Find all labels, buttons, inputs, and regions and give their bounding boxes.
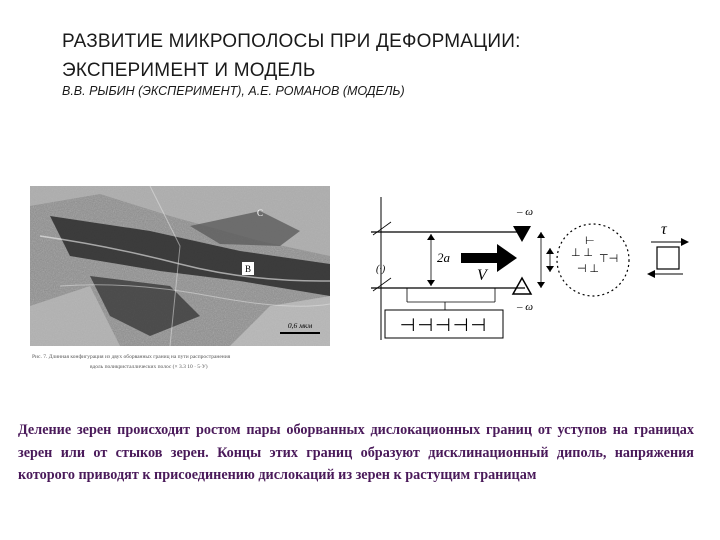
stress-label: τ	[661, 221, 667, 238]
svg-text:⊣ ⊥: ⊣ ⊥	[577, 263, 599, 275]
micrograph-image	[30, 186, 330, 374]
dislocation-row: ⊣⊣⊣⊣⊣	[399, 315, 489, 335]
angle-label: (·)	[376, 264, 386, 275]
figure-caption-line-2: вдоль поликристаллических полос (× 3.3 10 · 5·У)	[90, 364, 208, 370]
figure-caption-line-1: Рис. 7. Длинная конфигурация из двух оборванных границ на пути распространения	[32, 354, 231, 360]
velocity-label: V	[477, 267, 487, 284]
model-diagram	[345, 192, 695, 342]
title-line-2: ЭКСПЕРИМЕНТ И МОДЕЛЬ	[62, 60, 316, 81]
slide-caption: Деление зерен происходит ростом пары оборванных дислокационных границ от уступов на границах зерен или от стыков зерен. Концы этих границ образуют дисклинационный диполь, напряжения которого приводят к присоединению дислокаций из зерен к растущим границам	[18, 422, 694, 483]
omega-top-label: – ω	[517, 206, 534, 218]
scale-bar-label: 0,6 мкм	[287, 321, 313, 330]
region-label-c: С	[256, 208, 264, 218]
dislocation-symbols: ⊥ ⊥	[571, 247, 593, 259]
slide-title	[62, 27, 662, 85]
half-width-label: 2a	[437, 250, 450, 265]
svg-text:⊤⊣: ⊤⊣	[599, 253, 619, 265]
svg-text:⊢: ⊢	[585, 235, 595, 247]
slide-subtitle: В.В. РЫБИН (ЭКСПЕРИМЕНТ), А.Е. РОМАНОВ (МОДЕЛЬ)	[62, 84, 405, 98]
omega-bottom-label: – ω	[517, 301, 534, 313]
region-label-b: В	[244, 264, 252, 274]
title-line-1: РАЗВИТИЕ МИКРОПОЛОСЫ ПРИ ДЕФОРМАЦИИ:	[62, 31, 521, 52]
